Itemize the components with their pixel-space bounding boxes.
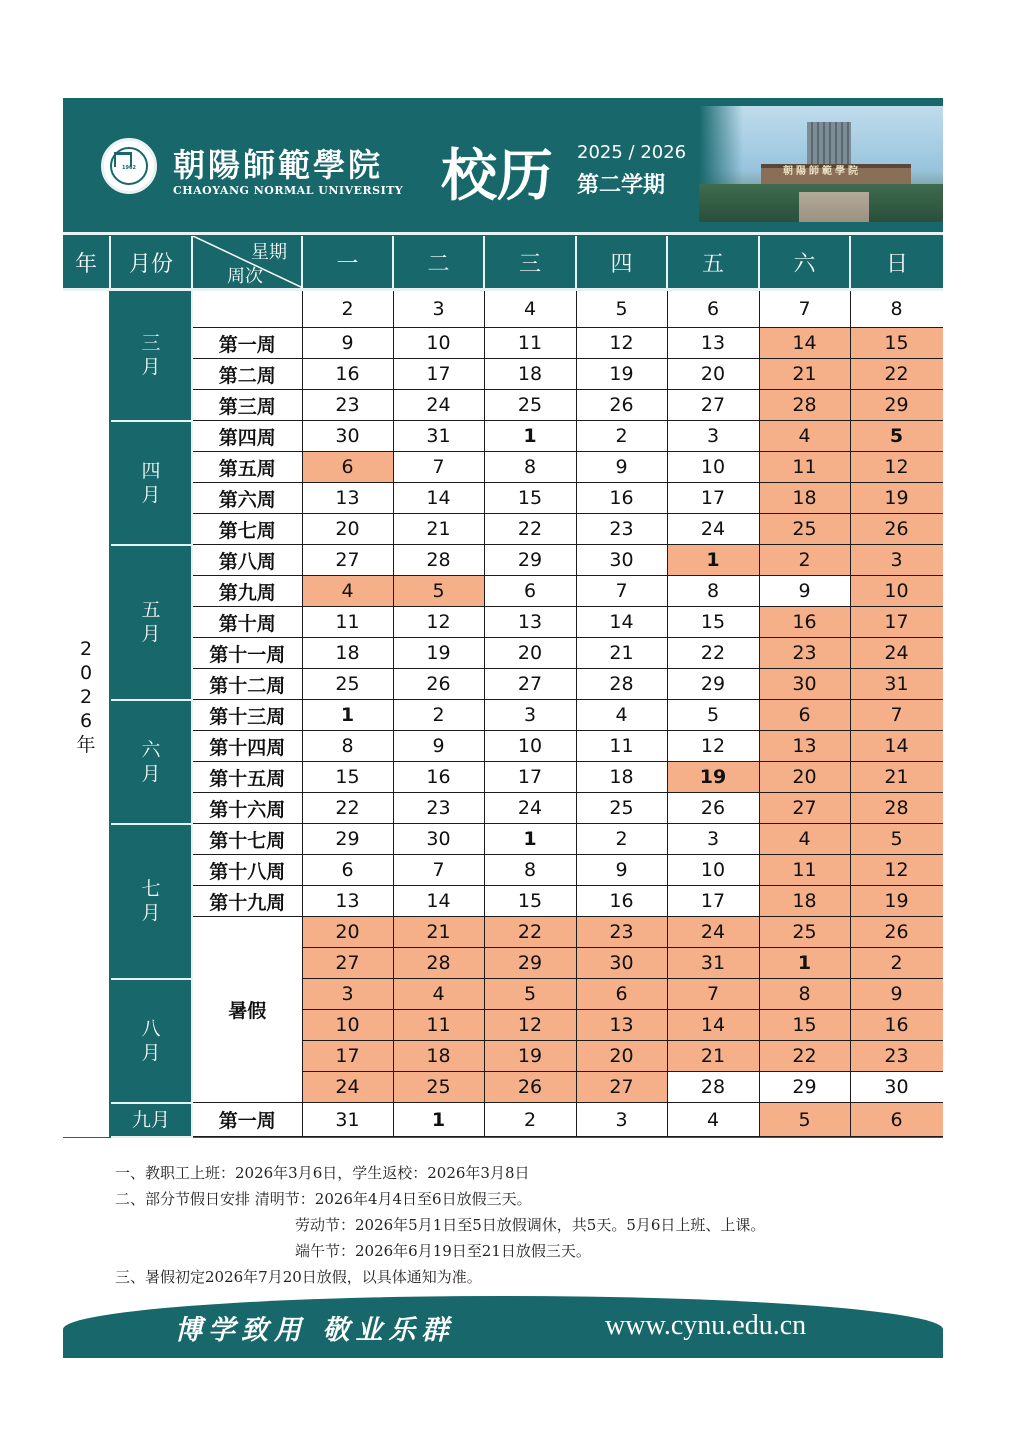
- week-label-cell: 第一周: [192, 1103, 302, 1137]
- day-cell: 3: [484, 700, 576, 731]
- day-cell: 25: [759, 917, 850, 948]
- header-divider: [63, 232, 943, 235]
- day-cell: 19: [576, 359, 667, 390]
- note-labor-day: 劳动节：2026年5月1日至5日放假调休，共5天。5月6日上班、上课。: [295, 1216, 766, 1234]
- day-cell: 4: [576, 700, 667, 731]
- day-cell: 25: [302, 669, 393, 700]
- table-row: [63, 1103, 943, 1137]
- table-row: [63, 328, 943, 359]
- gate-sign: 朝陽師範學院: [783, 166, 861, 177]
- day-cell: 29: [759, 1072, 850, 1103]
- day-cell: 15: [759, 1010, 850, 1041]
- day-cell: 17: [667, 483, 759, 514]
- month-label-char: 月: [141, 483, 161, 506]
- table-row: [63, 731, 943, 762]
- day-cell: 27: [576, 1072, 667, 1103]
- day-cell: 12: [393, 607, 484, 638]
- month-label-char: 七: [141, 878, 161, 900]
- day-cell: 16: [576, 483, 667, 514]
- day-cell: 21: [759, 359, 850, 390]
- day-cell: 17: [667, 886, 759, 917]
- day-cell: 8: [484, 452, 576, 483]
- day-cell: 27: [759, 793, 850, 824]
- day-cell: 19: [393, 638, 484, 669]
- university-motto: 博学致用 敬业乐群: [175, 1315, 455, 1346]
- day-cell: 23: [393, 793, 484, 824]
- day-cell: 1: [667, 545, 759, 576]
- day-cell: 10: [667, 452, 759, 483]
- academic-year: 2025 / 2026: [577, 142, 687, 163]
- day-cell: 13: [667, 328, 759, 359]
- weekday-header-tue: 二: [393, 236, 484, 290]
- note-holidays-qingming: 二、部分节假日安排 清明节：2026年4月4日至6日放假三天。: [115, 1190, 532, 1208]
- day-cell: 18: [576, 762, 667, 793]
- day-cell: 15: [302, 762, 393, 793]
- month-column-header: 月份: [110, 236, 192, 290]
- day-cell: 2: [302, 290, 393, 328]
- week-label-cell: 第十二周: [192, 669, 302, 700]
- day-cell: 8: [302, 731, 393, 762]
- day-cell: 21: [393, 514, 484, 545]
- year-column-header: 年: [63, 236, 110, 290]
- week-label-cell: 第十三周: [192, 700, 302, 731]
- day-cell: 9: [576, 452, 667, 483]
- day-cell: 16: [576, 886, 667, 917]
- day-cell: 6: [850, 1103, 943, 1137]
- day-cell: 19: [850, 886, 943, 917]
- day-cell: 26: [484, 1072, 576, 1103]
- day-cell: 5: [484, 979, 576, 1010]
- table-row: [63, 793, 943, 824]
- weekday-header-thu: 四: [576, 236, 667, 290]
- university-website[interactable]: www.cynu.edu.cn: [605, 1310, 807, 1341]
- table-header-row: [63, 236, 943, 290]
- day-cell: 13: [576, 1010, 667, 1041]
- weekday-header-sun: 日: [850, 236, 943, 290]
- day-cell: 17: [302, 1041, 393, 1072]
- day-cell: 22: [484, 917, 576, 948]
- day-cell: 5: [850, 421, 943, 452]
- table-row: [63, 607, 943, 638]
- day-cell: 12: [850, 855, 943, 886]
- university-name-cn: 朝陽師範學院: [173, 146, 384, 184]
- calendar-title: 校历: [441, 144, 553, 209]
- summer-break-cell: 暑假: [192, 917, 302, 1103]
- year-cell-continued: [63, 1103, 110, 1137]
- day-cell: 22: [484, 514, 576, 545]
- day-cell: 18: [484, 359, 576, 390]
- day-cell: 16: [759, 607, 850, 638]
- month-cell-may: [110, 545, 192, 700]
- semester-label: 第二学期: [577, 173, 666, 198]
- header-banner: [63, 98, 943, 230]
- day-cell: 26: [393, 669, 484, 700]
- day-cell: 8: [850, 290, 943, 328]
- month-label-char: 月: [141, 902, 161, 924]
- day-cell: 4: [759, 421, 850, 452]
- university-name-en: CHAOYANG NORMAL UNIVERSITY: [173, 184, 404, 197]
- day-cell: 18: [759, 483, 850, 514]
- day-cell: 30: [576, 545, 667, 576]
- table-row: [63, 855, 943, 886]
- day-cell: 23: [576, 917, 667, 948]
- day-cell: 5: [759, 1103, 850, 1137]
- day-cell: 24: [667, 917, 759, 948]
- day-cell: 31: [393, 421, 484, 452]
- day-cell: 22: [759, 1041, 850, 1072]
- day-cell: 1: [484, 824, 576, 855]
- table-row: [63, 917, 943, 948]
- day-cell: 6: [302, 855, 393, 886]
- day-cell: 14: [393, 483, 484, 514]
- table-row: [63, 669, 943, 700]
- week-label-cell: 第十五周: [192, 762, 302, 793]
- day-cell: 29: [484, 545, 576, 576]
- table-row: [63, 359, 943, 390]
- day-cell: 22: [850, 359, 943, 390]
- day-cell: 21: [393, 917, 484, 948]
- day-cell: 20: [759, 762, 850, 793]
- year-cell: [63, 290, 110, 1103]
- day-cell: 14: [393, 886, 484, 917]
- day-cell: 3: [850, 545, 943, 576]
- day-cell: 11: [576, 731, 667, 762]
- day-cell: 3: [576, 1103, 667, 1137]
- month-label-char: 月: [141, 623, 161, 645]
- day-cell: 8: [484, 855, 576, 886]
- day-cell: 29: [484, 948, 576, 979]
- day-cell: 5: [393, 576, 484, 607]
- seal-year: 1962: [122, 165, 136, 171]
- week-label-cell: 第七周: [192, 514, 302, 545]
- day-cell: 5: [667, 700, 759, 731]
- day-cell: 31: [850, 669, 943, 700]
- day-cell: 2: [759, 545, 850, 576]
- day-cell: 16: [302, 359, 393, 390]
- day-cell: 19: [484, 1041, 576, 1072]
- day-cell: 12: [850, 452, 943, 483]
- day-cell: 13: [484, 607, 576, 638]
- day-cell: 28: [393, 948, 484, 979]
- calendar-body: [63, 290, 943, 1137]
- year-label-char: 6: [79, 709, 93, 732]
- calendar-table: [63, 236, 943, 1138]
- day-cell: 4: [759, 824, 850, 855]
- note-summer-break: 三、暑假初定2026年7月20日放假，以具体通知为准。: [115, 1268, 482, 1286]
- day-cell: 28: [393, 545, 484, 576]
- day-cell: 20: [302, 917, 393, 948]
- day-cell: 9: [759, 576, 850, 607]
- day-cell: 7: [759, 290, 850, 328]
- day-cell: 1: [759, 948, 850, 979]
- calendar-poster: [63, 98, 943, 1358]
- day-cell: 19: [667, 762, 759, 793]
- day-cell: 24: [667, 514, 759, 545]
- day-cell: 22: [667, 638, 759, 669]
- day-cell: 15: [850, 328, 943, 359]
- day-cell: 12: [484, 1010, 576, 1041]
- table-row: [63, 576, 943, 607]
- day-cell: 6: [759, 700, 850, 731]
- table-row: [63, 545, 943, 576]
- day-cell: 31: [302, 1103, 393, 1137]
- week-label-cell: 第一周: [192, 328, 302, 359]
- day-cell: 20: [302, 514, 393, 545]
- day-cell: 12: [667, 731, 759, 762]
- day-cell: 17: [850, 607, 943, 638]
- day-cell: 29: [667, 669, 759, 700]
- day-cell: 14: [576, 607, 667, 638]
- day-cell: 20: [576, 1041, 667, 1072]
- day-cell: 24: [393, 390, 484, 421]
- day-cell: 23: [302, 390, 393, 421]
- week-label-cell: 第十六周: [192, 793, 302, 824]
- day-cell: 14: [759, 328, 850, 359]
- day-cell: 25: [484, 390, 576, 421]
- week-label-cell: [192, 290, 302, 328]
- day-cell: 4: [393, 979, 484, 1010]
- day-cell: 12: [576, 328, 667, 359]
- day-cell: 11: [302, 607, 393, 638]
- day-cell: 2: [850, 948, 943, 979]
- year-label-char: 2: [79, 685, 93, 708]
- day-cell: 2: [576, 421, 667, 452]
- day-cell: 6: [667, 290, 759, 328]
- week-label-cell: 第十八周: [192, 855, 302, 886]
- day-cell: 2: [393, 700, 484, 731]
- month-cell-sep: 九月: [110, 1103, 192, 1137]
- day-cell: 25: [393, 1072, 484, 1103]
- day-cell: 25: [576, 793, 667, 824]
- day-cell: 26: [576, 390, 667, 421]
- weekday-header-sat: 六: [759, 236, 850, 290]
- day-cell: 27: [484, 669, 576, 700]
- day-cell: 26: [850, 514, 943, 545]
- day-cell: 23: [576, 514, 667, 545]
- week-label-cell: 第二周: [192, 359, 302, 390]
- month-label-char: 月: [141, 356, 161, 379]
- note-dragon-boat: 端午节：2026年6月19日至21日放假三天。: [295, 1242, 591, 1260]
- table-row: [63, 638, 943, 669]
- day-cell: 8: [667, 576, 759, 607]
- day-cell: 30: [576, 948, 667, 979]
- table-row: [63, 700, 943, 731]
- day-cell: 7: [393, 452, 484, 483]
- day-cell: 21: [667, 1041, 759, 1072]
- month-label-char: 八: [141, 1017, 161, 1040]
- day-cell: 6: [302, 452, 393, 483]
- weekday-axis-label: 星期: [251, 242, 287, 263]
- month-label-char: 六: [141, 738, 161, 761]
- day-cell: 17: [484, 762, 576, 793]
- day-cell: 29: [850, 390, 943, 421]
- day-cell: 31: [667, 948, 759, 979]
- weekday-header-wed: 三: [484, 236, 576, 290]
- week-label-cell: 第十周: [192, 607, 302, 638]
- week-label-cell: 第四周: [192, 421, 302, 452]
- day-cell: 24: [484, 793, 576, 824]
- day-cell: 2: [576, 824, 667, 855]
- day-cell: 5: [850, 824, 943, 855]
- day-cell: 3: [667, 824, 759, 855]
- table-row: [63, 886, 943, 917]
- month-label-char: 月: [141, 762, 161, 785]
- table-row: [63, 514, 943, 545]
- day-cell: 21: [576, 638, 667, 669]
- day-cell: 2: [484, 1103, 576, 1137]
- day-cell: 4: [484, 290, 576, 328]
- year-label-char: 2: [79, 637, 93, 660]
- table-row: [63, 390, 943, 421]
- month-label-char: 三: [141, 332, 161, 355]
- year-label-char: 年: [76, 733, 96, 756]
- day-cell: 7: [667, 979, 759, 1010]
- day-cell: 4: [667, 1103, 759, 1137]
- day-cell: 9: [302, 328, 393, 359]
- table-row: [63, 421, 943, 452]
- day-cell: 10: [484, 731, 576, 762]
- day-cell: 1: [393, 1103, 484, 1137]
- day-cell: 7: [850, 700, 943, 731]
- day-cell: 27: [302, 948, 393, 979]
- week-label-cell: 第十一周: [192, 638, 302, 669]
- day-cell: 18: [393, 1041, 484, 1072]
- day-cell: 28: [759, 390, 850, 421]
- day-cell: 30: [302, 421, 393, 452]
- month-cell-mar: [110, 290, 192, 421]
- day-cell: 29: [302, 824, 393, 855]
- table-row: [63, 452, 943, 483]
- day-cell: 11: [759, 452, 850, 483]
- day-cell: 9: [576, 855, 667, 886]
- month-label-char: 月: [141, 1041, 161, 1064]
- day-cell: 3: [393, 290, 484, 328]
- day-cell: 16: [850, 1010, 943, 1041]
- day-cell: 13: [302, 483, 393, 514]
- month-label-char: 四: [141, 459, 161, 482]
- day-cell: 6: [576, 979, 667, 1010]
- table-row: [63, 762, 943, 793]
- day-cell: 15: [484, 483, 576, 514]
- day-cell: 8: [759, 979, 850, 1010]
- day-cell: 6: [484, 576, 576, 607]
- day-cell: 3: [667, 421, 759, 452]
- day-cell: 15: [484, 886, 576, 917]
- day-cell: 28: [576, 669, 667, 700]
- day-cell: 23: [759, 638, 850, 669]
- day-cell: 28: [667, 1072, 759, 1103]
- day-cell: 18: [759, 886, 850, 917]
- day-cell: 20: [667, 359, 759, 390]
- week-label-cell: 第三周: [192, 390, 302, 421]
- month-cell-jun: [110, 700, 192, 824]
- month-cell-apr: [110, 421, 192, 545]
- day-cell: 9: [393, 731, 484, 762]
- table-row: [63, 824, 943, 855]
- weekday-header-fri: 五: [667, 236, 759, 290]
- day-cell: 17: [393, 359, 484, 390]
- day-cell: 10: [302, 1010, 393, 1041]
- day-cell: 26: [667, 793, 759, 824]
- day-cell: 11: [484, 328, 576, 359]
- day-cell: 13: [759, 731, 850, 762]
- day-cell: 27: [302, 545, 393, 576]
- week-label-cell: 第十九周: [192, 886, 302, 917]
- day-cell: 10: [850, 576, 943, 607]
- day-cell: 30: [393, 824, 484, 855]
- week-label-cell: 第六周: [192, 483, 302, 514]
- day-cell: 19: [850, 483, 943, 514]
- week-label-cell: 第十七周: [192, 824, 302, 855]
- table-row: [63, 290, 943, 328]
- day-cell: 30: [759, 669, 850, 700]
- day-cell: 10: [393, 328, 484, 359]
- day-cell: 7: [576, 576, 667, 607]
- day-cell: 11: [393, 1010, 484, 1041]
- month-label-char: 五: [141, 599, 161, 621]
- day-cell: 24: [302, 1072, 393, 1103]
- week-axis-label: 周次: [227, 266, 263, 287]
- month-cell-jul: [110, 824, 192, 979]
- day-cell: 24: [850, 638, 943, 669]
- year-label-char: 0: [79, 661, 93, 684]
- note-staff-return: 一、教职工上班：2026年3月6日，学生返校：2026年3月8日: [115, 1164, 530, 1182]
- day-cell: 13: [302, 886, 393, 917]
- month-cell-aug: [110, 979, 192, 1103]
- day-cell: 1: [484, 421, 576, 452]
- day-cell: 1: [302, 700, 393, 731]
- day-cell: 5: [576, 290, 667, 328]
- day-cell: 7: [393, 855, 484, 886]
- day-cell: 11: [759, 855, 850, 886]
- day-cell: 26: [850, 917, 943, 948]
- day-cell: 9: [850, 979, 943, 1010]
- day-cell: 28: [850, 793, 943, 824]
- day-cell: 16: [393, 762, 484, 793]
- day-cell: 14: [667, 1010, 759, 1041]
- day-cell: 14: [850, 731, 943, 762]
- day-cell: 15: [667, 607, 759, 638]
- day-cell: 23: [850, 1041, 943, 1072]
- week-label-cell: 第十四周: [192, 731, 302, 762]
- weekday-header-mon: 一: [302, 236, 393, 290]
- day-cell: 21: [850, 762, 943, 793]
- table-row: [63, 483, 943, 514]
- day-cell: 18: [302, 638, 393, 669]
- day-cell: 27: [667, 390, 759, 421]
- day-cell: 10: [667, 855, 759, 886]
- week-label-cell: 第五周: [192, 452, 302, 483]
- university-seal-icon: [101, 138, 157, 194]
- week-label-cell: 第八周: [192, 545, 302, 576]
- day-cell: 22: [302, 793, 393, 824]
- campus-photo: [699, 106, 943, 222]
- day-cell: 4: [302, 576, 393, 607]
- day-cell: 25: [759, 514, 850, 545]
- footer-banner: [63, 1296, 943, 1358]
- day-cell: 20: [484, 638, 576, 669]
- day-cell: 3: [302, 979, 393, 1010]
- corner-header: [192, 236, 302, 290]
- week-label-cell: 第九周: [192, 576, 302, 607]
- day-cell: 30: [850, 1072, 943, 1103]
